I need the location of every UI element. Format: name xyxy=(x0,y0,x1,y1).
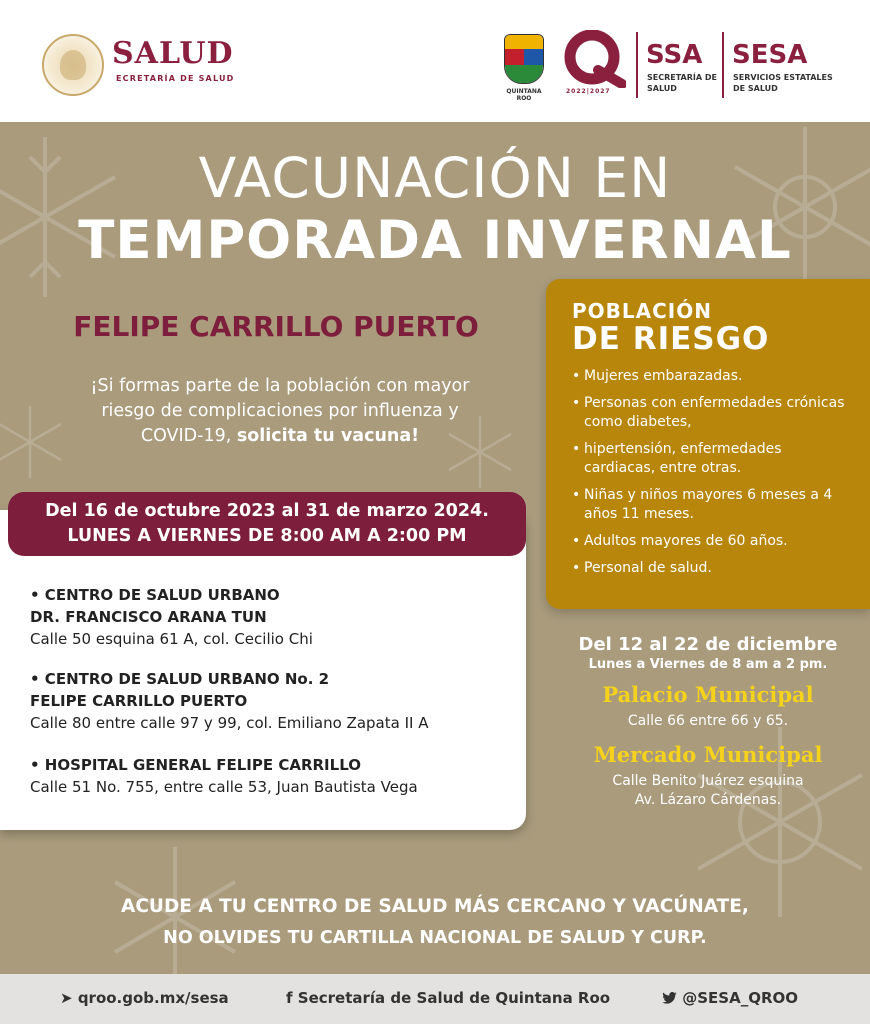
risk-list xyxy=(572,367,852,578)
q-logo-years: 2022|2027 xyxy=(566,88,611,95)
risk-heading-small: POBLACIÓN xyxy=(572,299,712,323)
risk-list-item: • Personas con enfermedades crónicas como diabetes, xyxy=(572,394,852,432)
risk-list-item: • hipertensión, enfermedades cardiacas, entre otras. xyxy=(572,440,852,478)
schedule-dates: Del 16 de octubre 2023 al 31 de marzo 2024. xyxy=(45,501,489,521)
event-hours: Lunes a Viernes de 8 am a 2 pm. xyxy=(588,657,828,672)
risk-heading-large: DE RIESGO xyxy=(572,321,770,357)
location-name: • CENTRO DE SALUD URBANO xyxy=(30,586,280,604)
location-item xyxy=(30,754,520,798)
intro-line: riesgo de complicaciones por influenza y xyxy=(101,401,459,421)
risk-population-panel xyxy=(546,279,870,609)
schedule-banner xyxy=(8,492,526,556)
event-address-line: Calle Benito Juárez esquina xyxy=(612,773,804,789)
mexico-seal-icon xyxy=(42,34,104,96)
risk-list-item: • Niñas y niños mayores 6 meses a 4 años 11 meses. xyxy=(572,486,852,524)
schedule-hours: LUNES A VIERNES DE 8:00 AM A 2:00 PM xyxy=(67,526,467,546)
event-address xyxy=(546,772,870,810)
salud-logo-text: SALUD xyxy=(112,36,234,71)
event-address: Calle 66 entre 66 y 65. xyxy=(627,713,789,729)
poster-title-line1: VACUNACIÓN EN xyxy=(198,146,672,210)
location-address: Calle 51 No. 755, entre calle 53, Juan Bautista Vega xyxy=(30,778,418,796)
twitter-text: @SESA_QROO xyxy=(682,989,799,1007)
ssa-logo-subtitle: SECRETARÍA DE SALUD xyxy=(647,73,717,93)
cursor-arrow-icon: ➤ xyxy=(60,989,73,1007)
facebook-icon: f xyxy=(286,989,293,1007)
event-dates: Del 12 al 22 de diciembre xyxy=(578,634,838,655)
poster-title-line2: TEMPORADA INVERNAL xyxy=(78,210,792,271)
header-divider xyxy=(722,32,724,98)
event-place-palacio: Palacio Municipal xyxy=(602,682,814,707)
intro-line: COVID-19, xyxy=(140,426,237,446)
risk-list-item: • Adultos mayores de 60 años. xyxy=(572,532,852,551)
twitter-icon xyxy=(662,992,677,1004)
quintana-roo-shield-icon xyxy=(504,34,544,84)
contact-bar xyxy=(0,974,870,1024)
q-logo-icon xyxy=(562,30,626,88)
website-link[interactable] xyxy=(60,989,229,1007)
sesa-logo-text: SESA xyxy=(732,40,808,70)
location-item xyxy=(30,584,520,650)
salud-logo-subtitle: ECRETARÍA DE SALUD xyxy=(116,74,235,83)
header-divider xyxy=(636,32,638,98)
header-bar xyxy=(0,0,870,122)
location-name: FELIPE CARRILLO PUERTO xyxy=(30,692,248,710)
ssa-logo-text: SSA xyxy=(646,40,703,70)
location-item xyxy=(30,668,520,734)
location-address: Calle 80 entre calle 97 y 99, col. Emiliano Zapata II A xyxy=(30,714,429,732)
location-address: Calle 50 esquina 61 A, col. Cecilio Chi xyxy=(30,630,313,648)
twitter-link[interactable] xyxy=(662,989,798,1007)
city-heading: FELIPE CARRILLO PUERTO xyxy=(73,310,479,343)
intro-text xyxy=(50,374,510,449)
quintana-roo-label: QUINTANA ROO xyxy=(506,88,542,102)
location-name: • CENTRO DE SALUD URBANO No. 2 xyxy=(30,670,330,688)
event-address-line: Av. Lázaro Cárdenas. xyxy=(634,792,782,808)
risk-list-item: • Personal de salud. xyxy=(572,559,852,578)
call-to-action: ACUDE A TU CENTRO DE SALUD MÁS CERCANO Y VACÚNATE, xyxy=(121,896,749,917)
reminder-text: NO OLVIDES TU CARTILLA NACIONAL DE SALUD Y CURP. xyxy=(163,928,707,948)
intro-line: ¡Si formas parte de la población con mayor xyxy=(90,376,470,396)
location-name: DR. FRANCISCO ARANA TUN xyxy=(30,608,267,626)
sesa-logo-subtitle: SERVICIOS ESTATALES DE SALUD xyxy=(733,73,833,93)
facebook-link[interactable] xyxy=(286,989,610,1007)
risk-list-item: • Mujeres embarazadas. xyxy=(572,367,852,386)
facebook-text: Secretaría de Salud de Quintana Roo xyxy=(297,989,611,1007)
website-text: qroo.gob.mx/sesa xyxy=(77,989,229,1007)
intro-emphasis: solicita tu vacuna! xyxy=(236,426,420,446)
event-place-mercado: Mercado Municipal xyxy=(593,742,823,767)
location-name: • HOSPITAL GENERAL FELIPE CARRILLO xyxy=(30,756,361,774)
